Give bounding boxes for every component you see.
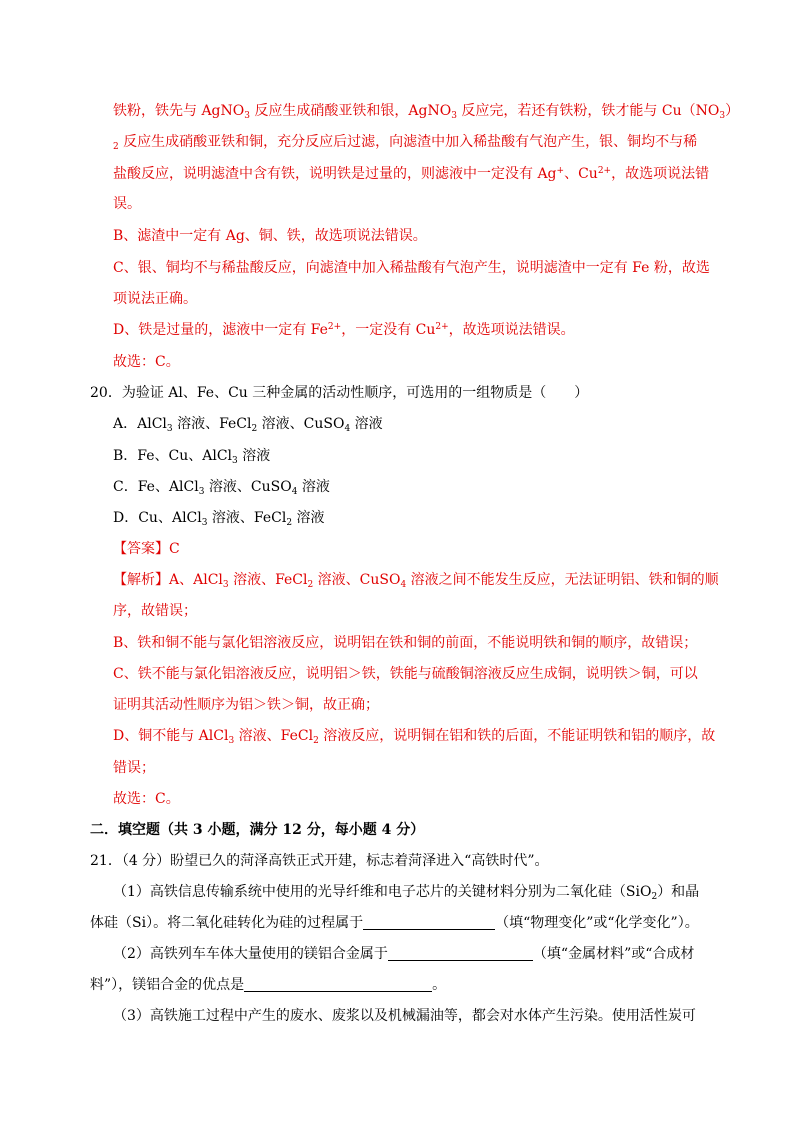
q20-option-d: D．Cu、AlCl$_3$ 溶液、FeCl$_2$ 溶液 — [113, 510, 325, 528]
q20-analysis-line-5: 证明其活动性顺序为铝＞铁＞铜，故正确； — [113, 697, 379, 713]
q19-final-choice: 故选：C。 — [113, 354, 180, 370]
q20-option-c: C．Fe、AlCl$_3$ 溶液、CuSO$_4$ 溶液 — [113, 479, 330, 497]
q21-part3-line-1: （3）高铁施工过程中产生的废水、废浆以及机械漏油等，都会对水体产生污染。使用活性炭可 — [113, 1008, 696, 1024]
q19-explanation-line-1: 铁粉，铁先与 AgNO$_3$ 反应生成硝酸亚铁和银，AgNO$_3$ 反应完，若还有铁粉，铁才能与 $Cu(NO_3)$ — [113, 103, 740, 121]
q20-analysis-line-3: B、铁和铜不能与氯化铝溶液反应，说明铝在铁和铜的前面，不能说明铁和铜的顺序，故错误； — [113, 635, 698, 651]
q21-answer-blank-3[interactable] — [244, 977, 432, 992]
q19-explanation-line-3: 盐酸反应，说明滤渣中含有铁，说明铁是过量的，则滤液中一定没有 Ag+、$Cu^{2+}$，故选项说法错 — [113, 166, 710, 182]
q21-answer-blank-1[interactable] — [363, 915, 495, 930]
q21-part2-line-1: （2）高铁列车车体大量使用的镁铝合金属于 （填“金属材料”或“合成材 — [113, 946, 695, 962]
q19-option-c-analysis-2: 项说法正确。 — [113, 291, 197, 307]
q21-part1-line-1: （1）高铁信息传输系统中使用的光导纤维和电子芯片的关键材料分别为二氧化硅（SiO$_2$）和晶 — [113, 884, 700, 902]
section-heading: 二．填空题（共 3 小题，满分 12 分，每小题 4 分） — [90, 822, 425, 838]
q21-answer-blank-2[interactable] — [388, 946, 533, 961]
q20-analysis-line-2: 序，故错误； — [113, 603, 197, 619]
q19-option-c-analysis-1: C、银、铜均不与稀盐酸反应，向滤渣中加入稀盐酸有气泡产生，说明滤渣中一定有 Fe 粉，故选 — [113, 260, 710, 276]
q20-analysis-line-6: D、铜不能与 AlCl$_3$ 溶液、FeCl$_2$ 溶液反应，说明铜在铝和铁的后面，不能证明铁和铝的顺序，故 — [113, 728, 716, 746]
q20-analysis-line-1: 【解析】A、AlCl$_3$ 溶液、FeCl$_2$ 溶液、CuSO$_4$ 溶液之间不能发生反应，无法证明铝、铁和铜的顺 — [113, 572, 719, 590]
q19-option-d-analysis: D、铁是过量的，滤液中一定有 $Fe^{2+}$，一定没有 $Cu^{2+}$，故选项说法错误。 — [113, 322, 575, 338]
q20-analysis-line-7: 错误； — [113, 760, 155, 776]
q20-answer: 【答案】C — [113, 541, 180, 557]
q21-part1-line-2: 体硅（Si）。将二氧化硅转化为硅的过程属于 （填“物理变化”或“化学变化”）。 — [90, 915, 699, 931]
q19-option-b-analysis: B、滤渣中一定有 Ag、铜、铁，故选项说法错误。 — [113, 228, 427, 244]
q20-stem: 20．为验证 Al、Fe、Cu 三种金属的活动性顺序，可选用的一组物质是（ ） — [90, 385, 589, 401]
q20-final-choice: 故选：C。 — [113, 791, 180, 807]
q19-explanation-line-2: $_2$ 反应生成硝酸亚铁和铜，充分反应后过滤，向滤渣中加入稀盐酸有气泡产生，银、铜均不与稀 — [113, 134, 698, 152]
q21-stem: 21．（4 分）盼望已久的菏泽高铁正式开建，标志着菏泽进入“高铁时代”。 — [90, 853, 549, 869]
q20-analysis-line-4: C、铁不能与氯化铝溶液反应，说明铝＞铁，铁能与硫酸铜溶液反应生成铜，说明铁＞铜，可以 — [113, 666, 698, 682]
q21-part2-line-2: 料”），镁铝合金的优点是 。 — [90, 977, 447, 993]
q19-explanation-line-4: 误。 — [113, 196, 141, 212]
q20-option-a: A．AlCl$_3$ 溶液、FeCl$_2$ 溶液、CuSO$_4$ 溶液 — [113, 416, 383, 434]
q20-option-b: B．Fe、Cu、AlCl$_3$ 溶液 — [113, 448, 271, 466]
